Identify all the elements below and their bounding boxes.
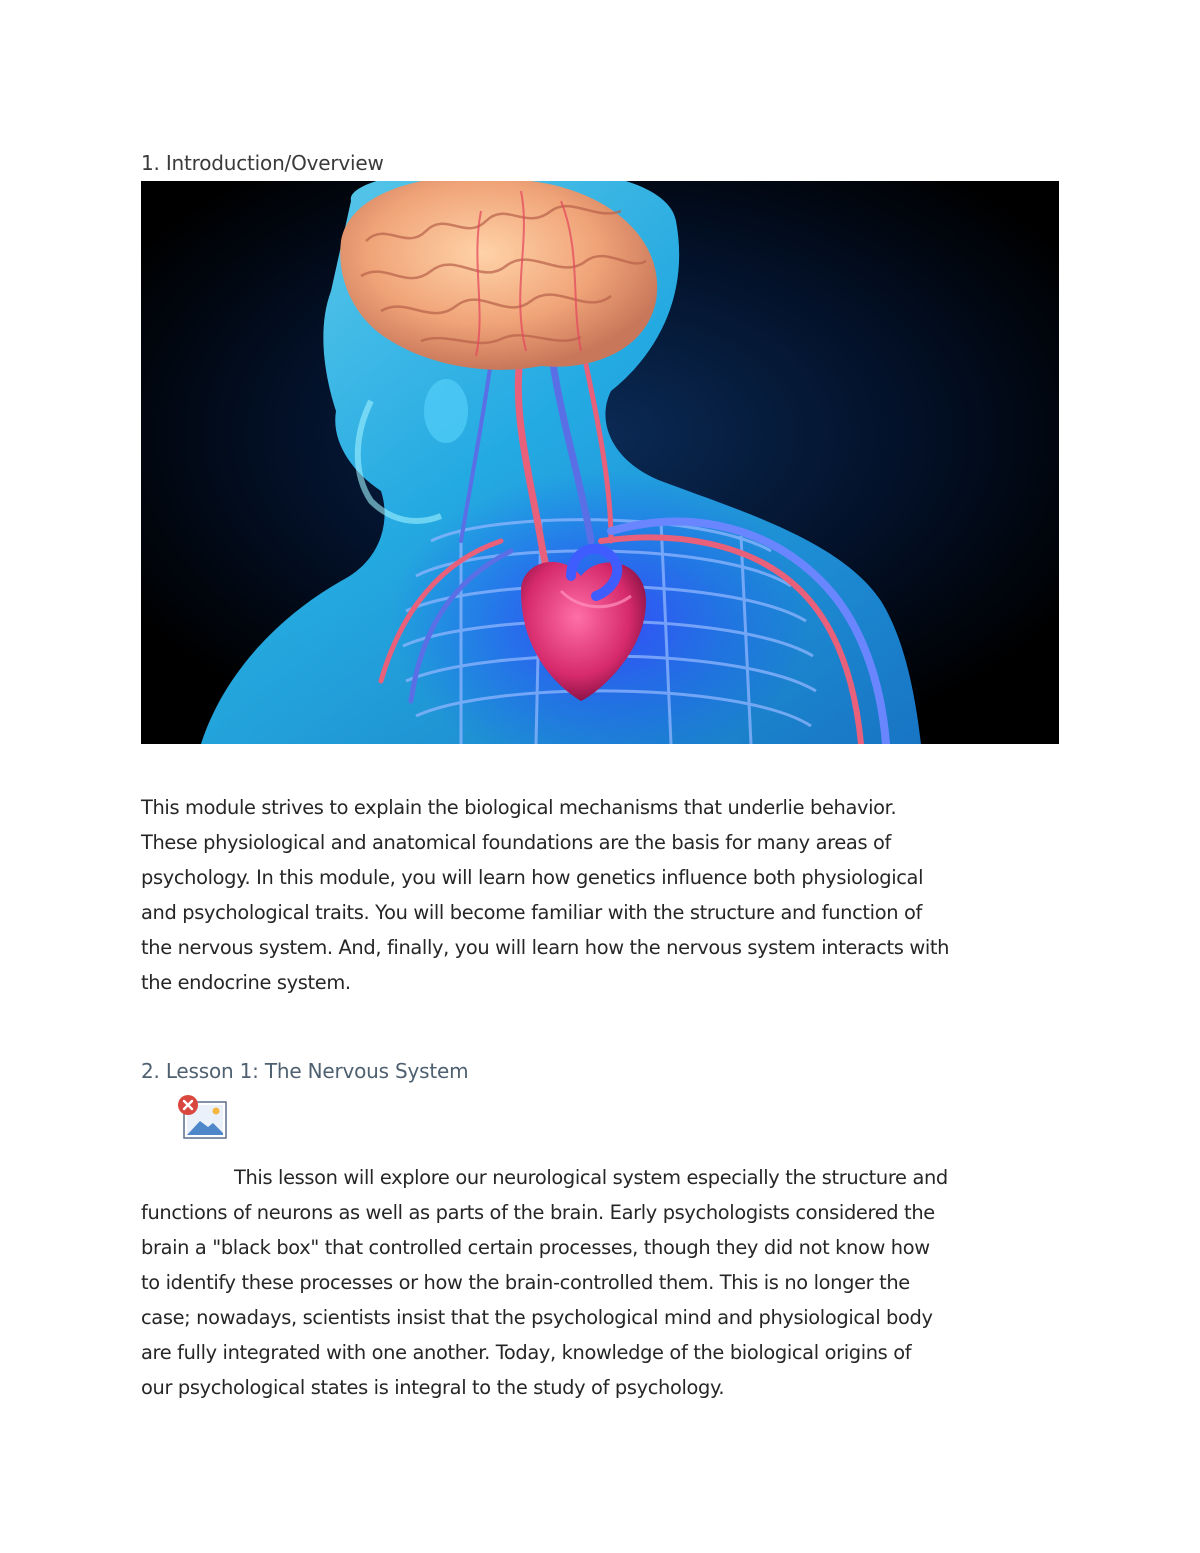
paragraph-line: the endocrine system. [141, 971, 351, 994]
human-anatomy-illustration [141, 181, 1059, 744]
broken-image-icon [176, 1094, 228, 1140]
paragraph-line: to identify these processes or how the brain-controlled them. This is no longer the [141, 1271, 910, 1294]
paragraph-line: case; nowadays, scientists insist that the psychological mind and physiological body [141, 1306, 933, 1329]
paragraph-line: the nervous system. And, finally, you will learn how the nervous system interacts with [141, 936, 950, 959]
section-heading-lesson-1: 2. Lesson 1: The Nervous System [141, 1059, 469, 1083]
paragraph-line: brain a "black box" that controlled certain processes, though they did not know how [141, 1236, 930, 1259]
anatomy-figure [141, 181, 1059, 744]
lesson-1-paragraph [141, 1160, 1071, 1405]
section-heading-introduction: 1. Introduction/Overview [141, 151, 384, 175]
paragraph-line: This module strives to explain the biological mechanisms that underlie behavior. [141, 796, 897, 819]
paragraph-line: psychology. In this module, you will learn how genetics influence both physiological [141, 866, 924, 889]
paragraph-line: and psychological traits. You will become familiar with the structure and function of [141, 901, 922, 924]
introduction-paragraph [141, 790, 1071, 1000]
paragraph-line: This lesson will explore our neurological system especially the structure and [234, 1166, 948, 1189]
paragraph-line: our psychological states is integral to the study of psychology. [141, 1376, 725, 1399]
paragraph-line: are fully integrated with one another. Today, knowledge of the biological origins of [141, 1341, 912, 1364]
paragraph-line: functions of neurons as well as parts of the brain. Early psychologists considered the [141, 1201, 935, 1224]
paragraph-line: These physiological and anatomical foundations are the basis for many areas of [141, 831, 892, 854]
